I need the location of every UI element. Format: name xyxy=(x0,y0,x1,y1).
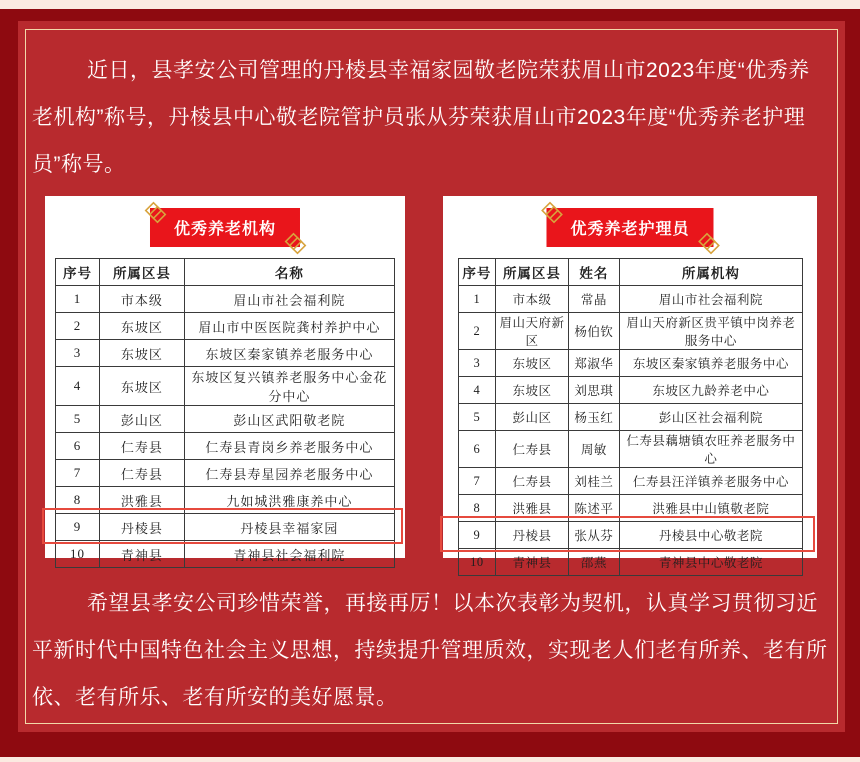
table-cell: 杨玉红 xyxy=(568,404,620,431)
table-cell: 8 xyxy=(56,487,100,514)
table-cell: 4 xyxy=(458,377,496,404)
table-cell: 眉山市社会福利院 xyxy=(184,286,394,313)
table-cell: 东坡区 xyxy=(496,377,568,404)
table-cell: 仁寿县藕塘镇农旺养老服务中心 xyxy=(620,431,802,468)
table-row xyxy=(458,286,802,313)
banner-label: 优秀养老护理员 xyxy=(570,221,690,238)
table-cell: 彭山区武阳敬老院 xyxy=(184,406,394,433)
column-header: 所属机构 xyxy=(620,259,802,286)
table-cell: 青神县中心敬老院 xyxy=(620,549,802,576)
table-cell: 东坡区复兴镇养老服务中心金花分中心 xyxy=(184,367,394,406)
column-header: 所属区县 xyxy=(496,259,568,286)
table-cell: 1 xyxy=(56,286,100,313)
table-row xyxy=(458,522,802,549)
table-cell: 青神县社会福利院 xyxy=(184,541,394,568)
table-cell: 6 xyxy=(56,433,100,460)
table-cell: 眉山市中医医院龚村养护中心 xyxy=(184,313,394,340)
closing-paragraph: 希望县孝安公司珍惜荣誉，再接再厉！以本次表彰为契机，认真学习贯彻习近平新时代中国特色社会主义思想，持续提升管理质效，实现老人们老有所养、老有所依、老有所乐、老有所安的美好愿景。 xyxy=(32,592,828,709)
table-cell: 仁寿县 xyxy=(496,431,568,468)
table-cell: 丹棱县 xyxy=(100,514,185,541)
table-cell: 2 xyxy=(458,313,496,350)
gold-ornament-icon xyxy=(142,199,168,225)
table-cell: 刘桂兰 xyxy=(568,468,620,495)
table-row xyxy=(56,406,395,433)
table-row xyxy=(56,367,395,406)
table-row xyxy=(458,313,802,350)
award-panels-row xyxy=(45,196,817,570)
table-cell: 眉山天府新区 xyxy=(496,313,568,350)
table-row xyxy=(458,495,802,522)
institutions-banner xyxy=(150,208,300,247)
table-cell: 3 xyxy=(56,340,100,367)
table-row xyxy=(56,433,395,460)
table-cell: 眉山市社会福利院 xyxy=(620,286,802,313)
table-cell: 青神县 xyxy=(496,549,568,576)
table-cell: 仁寿县 xyxy=(100,460,185,487)
content-panel xyxy=(18,21,845,732)
table-cell: 东坡区九龄养老中心 xyxy=(620,377,802,404)
table-cell: 丹棱县中心敬老院 xyxy=(620,522,802,549)
table-row xyxy=(458,431,802,468)
table-cell: 1 xyxy=(458,286,496,313)
table-row xyxy=(56,541,395,568)
table-cell: 张从芬 xyxy=(568,522,620,549)
table-cell: 市本级 xyxy=(100,286,185,313)
table-cell: 彭山区 xyxy=(100,406,185,433)
gold-ornament-icon xyxy=(696,230,722,256)
table-cell: 市本级 xyxy=(496,286,568,313)
institutions-table xyxy=(55,258,395,568)
banner-label: 优秀养老机构 xyxy=(173,221,277,238)
table-cell: 东坡区 xyxy=(100,340,185,367)
column-header: 序号 xyxy=(56,259,100,286)
table-cell: 眉山天府新区贵平镇中岗养老服务中心 xyxy=(620,313,802,350)
table-cell: 3 xyxy=(458,350,496,377)
table-cell: 仁寿县汪洋镇养老服务中心 xyxy=(620,468,802,495)
caregivers-banner xyxy=(546,208,713,247)
table-cell: 常晶 xyxy=(568,286,620,313)
table-row xyxy=(56,313,395,340)
table-cell: 彭山区社会福利院 xyxy=(620,404,802,431)
table-cell: 彭山区 xyxy=(496,404,568,431)
table-cell: 洪雅县 xyxy=(100,487,185,514)
table-row xyxy=(458,377,802,404)
table-row xyxy=(56,460,395,487)
table-row xyxy=(458,468,802,495)
table-cell: 仁寿县 xyxy=(496,468,568,495)
table-cell: 9 xyxy=(56,514,100,541)
gold-ornament-icon xyxy=(282,230,308,256)
table-row xyxy=(458,350,802,377)
caregivers-table xyxy=(458,258,803,576)
intro-paragraph: 近日，县孝安公司管理的丹棱县幸福家园敬老院荣获眉山市2023年度“优秀养老机构”称号，丹棱县中心敬老院管护员张从芬荣获眉山市2023年度“优秀养老护理员”称号。 xyxy=(32,59,810,176)
table-cell: 10 xyxy=(458,549,496,576)
table-row xyxy=(56,487,395,514)
table-cell: 洪雅县中山镇敬老院 xyxy=(620,495,802,522)
table-cell: 刘思琪 xyxy=(568,377,620,404)
table-cell: 东坡区 xyxy=(100,367,185,406)
table-cell: 5 xyxy=(458,404,496,431)
table-cell: 丹棱县幸福家园 xyxy=(184,514,394,541)
table-cell: 陈述平 xyxy=(568,495,620,522)
table-cell: 杨伯钦 xyxy=(568,313,620,350)
table-cell: 邵燕 xyxy=(568,549,620,576)
column-header: 姓名 xyxy=(568,259,620,286)
table-cell: 九如城洪雅康养中心 xyxy=(184,487,394,514)
table-row xyxy=(458,549,802,576)
table-cell: 9 xyxy=(458,522,496,549)
table-cell: 郑淑华 xyxy=(568,350,620,377)
table-row xyxy=(56,340,395,367)
table-cell: 东坡区 xyxy=(100,313,185,340)
table-cell: 5 xyxy=(56,406,100,433)
table-cell: 仁寿县寿星园养老服务中心 xyxy=(184,460,394,487)
table-cell: 洪雅县 xyxy=(496,495,568,522)
table-cell: 青神县 xyxy=(100,541,185,568)
table-row xyxy=(56,514,395,541)
column-header: 名称 xyxy=(184,259,394,286)
table-header-row xyxy=(458,259,802,286)
table-cell: 东坡区秦家镇养老服务中心 xyxy=(620,350,802,377)
award-panel-caregivers xyxy=(443,196,817,570)
table-cell: 6 xyxy=(458,431,496,468)
table-cell: 仁寿县 xyxy=(100,433,185,460)
award-panel-institutions xyxy=(45,196,405,563)
gold-ornament-icon xyxy=(538,199,564,225)
table-cell: 丹棱县 xyxy=(496,522,568,549)
table-cell: 周敏 xyxy=(568,431,620,468)
column-header: 所属区县 xyxy=(100,259,185,286)
table-row xyxy=(56,286,395,313)
table-cell: 4 xyxy=(56,367,100,406)
table-cell: 仁寿县青岗乡养老服务中心 xyxy=(184,433,394,460)
table-cell: 8 xyxy=(458,495,496,522)
table-cell: 东坡区秦家镇养老服务中心 xyxy=(184,340,394,367)
table-cell: 7 xyxy=(458,468,496,495)
column-header: 序号 xyxy=(458,259,496,286)
table-cell: 2 xyxy=(56,313,100,340)
table-row xyxy=(458,404,802,431)
table-cell: 7 xyxy=(56,460,100,487)
article-body xyxy=(0,9,860,757)
table-cell: 10 xyxy=(56,541,100,568)
table-cell: 东坡区 xyxy=(496,350,568,377)
table-header-row xyxy=(56,259,395,286)
